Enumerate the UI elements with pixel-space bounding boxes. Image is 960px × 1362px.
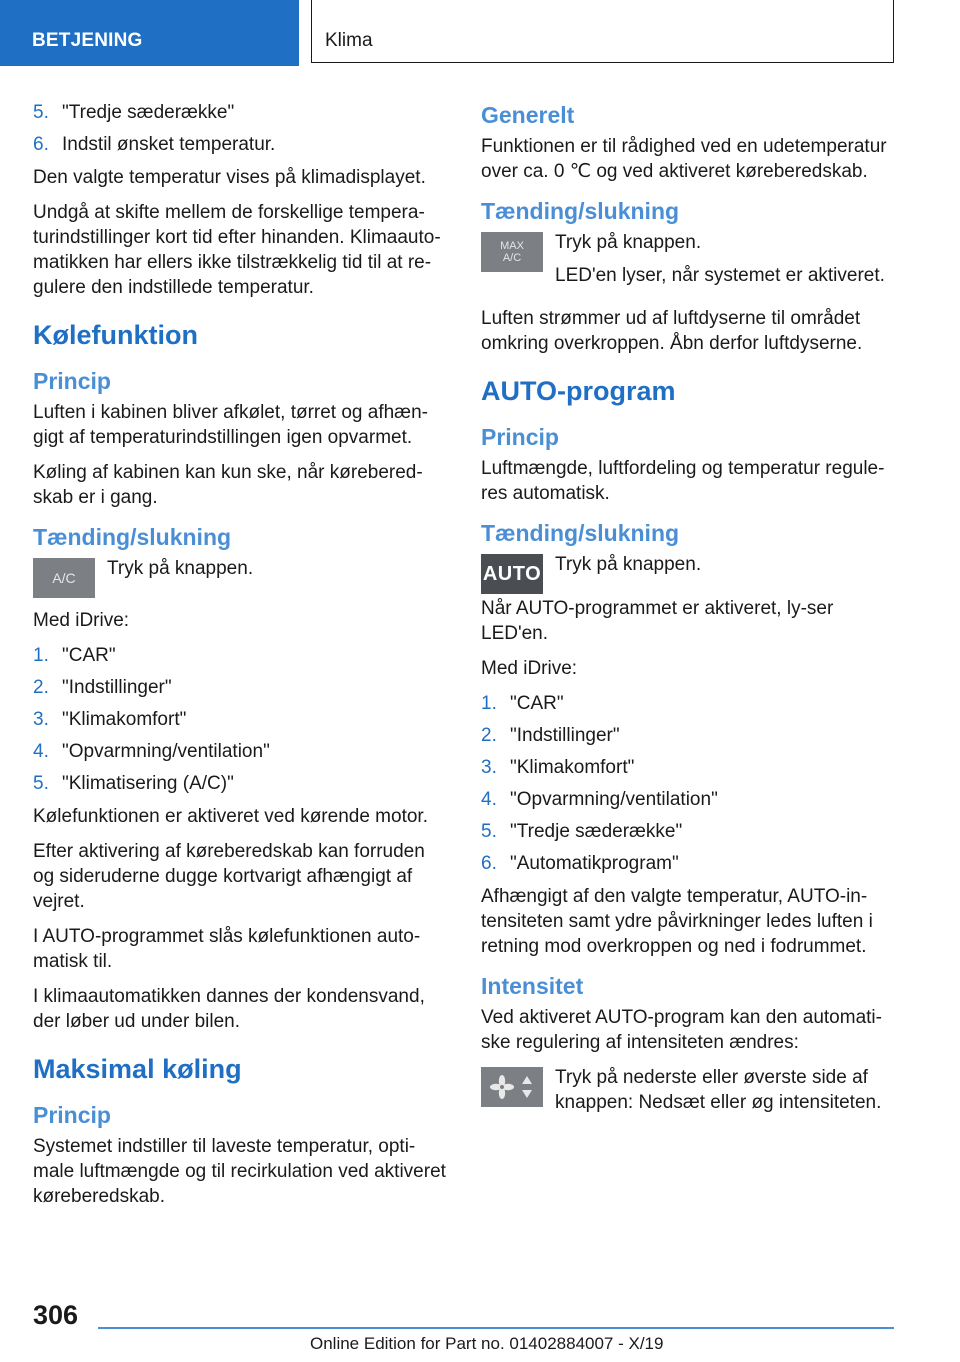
paragraph: Køling af kabinen kan kun ske, når kørebered‐skab er i gang. <box>33 462 423 508</box>
subheading-princip: Princip <box>33 368 111 394</box>
section-title: BETJENING <box>32 30 143 51</box>
subheading-intensitet: Intensitet <box>481 973 584 999</box>
list-item: 4. "Opvarmning/ventilation" <box>481 789 718 810</box>
list-item: 3. "Klimakomfort" <box>33 709 187 730</box>
paragraph: Luften i kabinen bliver afkølet, tørret og afhæn‐gigt af temperaturindstillingen igen opvarmet. <box>33 402 428 448</box>
list-item: 3. "Klimakomfort" <box>481 757 635 778</box>
paragraph: Kølefunktionen er aktiveret ved kørende motor. <box>33 806 428 827</box>
list-item: 1. "CAR" <box>481 693 564 714</box>
heading-auto-program: AUTO-program <box>481 376 676 406</box>
list-item: 2. "Indstillinger" <box>33 677 172 698</box>
section-tab <box>0 0 299 66</box>
subheading-tanding: Tænding/slukning <box>33 524 232 550</box>
page-header <box>0 0 960 66</box>
edition-note: Online Edition for Part no. 01402884007 - X/19 <box>310 1334 664 1353</box>
footer-divider <box>98 1327 894 1329</box>
heading-kolefunktion: Kølefunktion <box>33 320 198 350</box>
auto-button-row <box>481 552 893 594</box>
subheading-tanding: Tænding/slukning <box>481 198 680 224</box>
fan-button-row <box>481 1065 893 1123</box>
list-item: 5. "Tredje sæderække" <box>481 821 683 842</box>
right-column <box>481 100 893 1133</box>
chapter-box <box>311 0 894 63</box>
paragraph: I AUTO-programmet slås kølefunktionen auto‐matisk til. <box>33 926 421 972</box>
list-item: 1. "CAR" <box>33 645 116 666</box>
auto-button-icon: AUTO <box>481 554 543 594</box>
paragraph: Når AUTO-programmet er aktiveret, ly‐ser LED'en. <box>481 598 834 644</box>
paragraph: I klimaautomatikken dannes der kondensvand, der løber ud under bilen. <box>33 986 425 1032</box>
steps-list-top <box>33 100 448 157</box>
instruction: Tryk på knappen. <box>555 232 702 253</box>
list-item: 6. "Automatikprogram" <box>481 853 679 874</box>
subheading-generelt: Generelt <box>481 102 575 128</box>
paragraph: Funktionen er til rådighed ved en udetemperatur over ca. 0 ℃ og ved aktiveret køreberedskab. <box>481 136 887 182</box>
paragraph: Med iDrive: <box>33 610 130 631</box>
page-number: 306 <box>33 1300 79 1330</box>
max-ac-button-icon: MAX A/C <box>481 232 543 272</box>
paragraph: Med iDrive: <box>481 658 578 679</box>
heading-maksimal-koling: Maksimal køling <box>33 1054 242 1084</box>
instruction: Tryk på knappen. <box>107 558 254 579</box>
max-ac-button-row <box>481 230 893 296</box>
idrive-steps-list <box>481 691 893 876</box>
list-item: 5. "Tredje sæderække" <box>33 102 235 123</box>
chapter-title: Klima <box>325 30 373 51</box>
fan-icon <box>484 1070 540 1104</box>
idrive-steps-list <box>33 643 448 796</box>
paragraph: Ved aktiveret AUTO-program kan den automati‐ske regulering af intensiteten ændres: <box>481 1007 882 1053</box>
list-item: 4. "Opvarmning/ventilation" <box>33 741 270 762</box>
instruction: Tryk på nederste eller øverste side af knappen: Nedsæt eller øg intensiteten. <box>555 1067 882 1113</box>
paragraph: Luftmængde, luftfordeling og temperatur regule‐res automatisk. <box>481 458 885 504</box>
subheading-princip: Princip <box>481 424 559 450</box>
paragraph: Efter aktivering af køreberedskab kan forruden og sideruderne dugge kortvarigt afhængigt af vejret. <box>33 841 425 912</box>
list-item: 6. Indstil ønsket temperatur. <box>33 134 276 155</box>
subheading-tanding: Tænding/slukning <box>481 520 680 546</box>
ac-button-icon: A/C <box>33 558 95 598</box>
fan-intensity-button-icon <box>481 1067 543 1107</box>
instruction: LED'en lyser, når systemet er aktiveret. <box>555 265 885 286</box>
subheading-princip: Princip <box>33 1102 111 1128</box>
list-item: 5. "Klimatisering (A/C)" <box>33 773 234 794</box>
paragraph: Afhængigt af den valgte temperatur, AUTO-in‐tensiteten samt ydre påvirkninger ledes luften i retning mod overkroppen og ned i fodrummet. <box>481 886 873 957</box>
list-item: 2. "Indstillinger" <box>481 725 620 746</box>
ac-button-row <box>33 556 448 598</box>
paragraph: Luften strømmer ud af luftdyserne til området omkring overkroppen. Åbn derfor luftdyserne. <box>481 308 863 354</box>
instruction: Tryk på knappen. <box>555 554 702 575</box>
left-column <box>33 100 448 1219</box>
paragraph: Den valgte temperatur vises på klimadisplayet. <box>33 167 426 188</box>
paragraph: Undgå at skifte mellem de forskellige tempera‐turindstillinger kort tid efter hinanden. Klimaauto‐matikken har ellers ikke tilstrækkelig tid til at re‐gulere den indstillede temperatur. <box>33 202 441 298</box>
paragraph: Systemet indstiller til laveste temperatur, opti‐male luftmængde og til recirkulation ved aktiveret køreberedskab. <box>33 1136 446 1207</box>
